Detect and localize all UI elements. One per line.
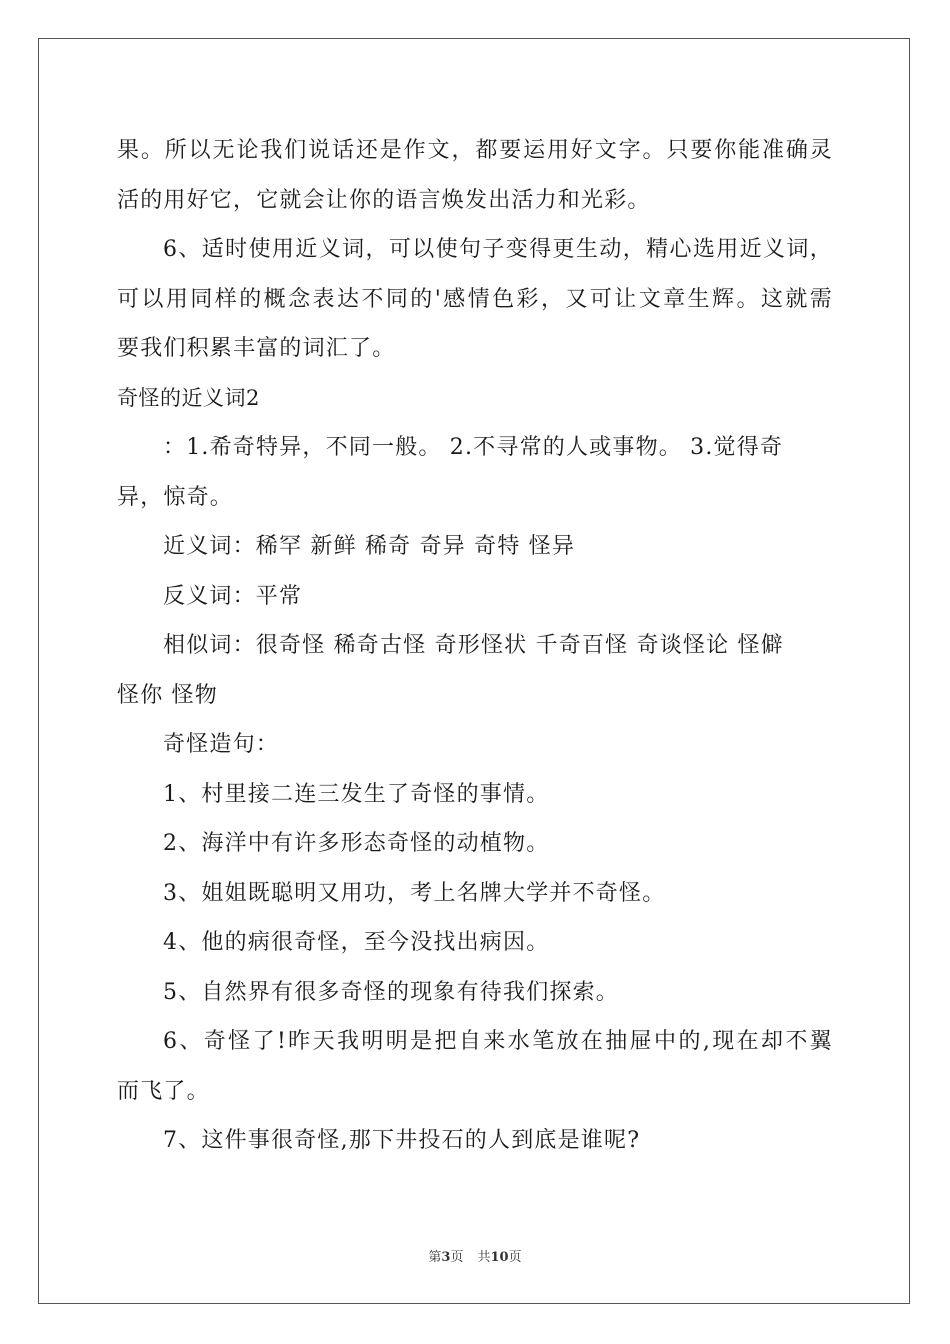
- example-sentence: 5、自然界有很多奇怪的现象有待我们探索。: [163, 979, 619, 1005]
- example-sentence: 1、村里接二连三发生了奇怪的事情。: [163, 781, 550, 807]
- paragraph-line: 6、适时使用近义词，可以使句子变得更生动，精心选用近义词，: [163, 237, 833, 262]
- example-sentence: 2、海洋中有许多形态奇怪的动植物。: [163, 831, 550, 856]
- example-sentence: 4、他的病很奇怪，至今没找出病因。: [163, 930, 550, 955]
- document-body: [117, 126, 833, 1166]
- example-sentence: 3、姐姐既聪明又用功，考上名牌大学并不奇怪。: [163, 880, 666, 906]
- paragraph-line: 果。所以无论我们说话还是作文，都要运用好文字。只要你能准确灵: [117, 138, 833, 163]
- section-heading: 奇怪的近义词2: [117, 385, 260, 410]
- page-suffix: 页: [450, 1250, 464, 1265]
- synonyms-line: 近义词：稀罕 新鲜 稀奇 奇异 奇特 怪异: [163, 534, 576, 559]
- definition-line: ：1.希奇特异，不同一般。 2.不寻常的人或事物。 3.觉得奇: [163, 435, 784, 460]
- similar-words-line: 相似词：很奇怪 稀奇古怪 奇形怪状 千奇百怪 奇谈怪论 怪僻: [163, 633, 784, 658]
- total-prefix: 共: [477, 1250, 491, 1265]
- total-page-number: 10: [490, 1250, 509, 1265]
- current-page-number: 3: [441, 1250, 451, 1265]
- page-prefix: 第: [428, 1250, 442, 1265]
- page-footer: [0, 1246, 950, 1265]
- definition-line: 异，惊奇。: [117, 484, 234, 510]
- example-heading: 奇怪造句：: [163, 732, 280, 757]
- paragraph-line: 要我们积累丰富的词汇了。: [117, 336, 396, 361]
- antonyms-line: 反义词：平常: [163, 583, 303, 609]
- example-sentence: 7、这件事很奇怪,那下井投石的人到底是谁呢?: [163, 1128, 641, 1153]
- similar-words-line: 怪你 怪物: [117, 682, 218, 708]
- paragraph-line: 可以用同样的概念表达不同的'感情色彩，又可让文章生辉。这就需: [117, 286, 833, 312]
- paragraph-line: 活的用好它，它就会让你的语言焕发出活力和光彩。: [117, 187, 651, 213]
- total-suffix: 页: [508, 1250, 522, 1265]
- example-sentence: 而飞了。: [117, 1078, 210, 1104]
- example-sentence: 6、奇怪了!昨天我明明是把自来水笔放在抽屉中的,现在却不翼: [163, 1029, 833, 1054]
